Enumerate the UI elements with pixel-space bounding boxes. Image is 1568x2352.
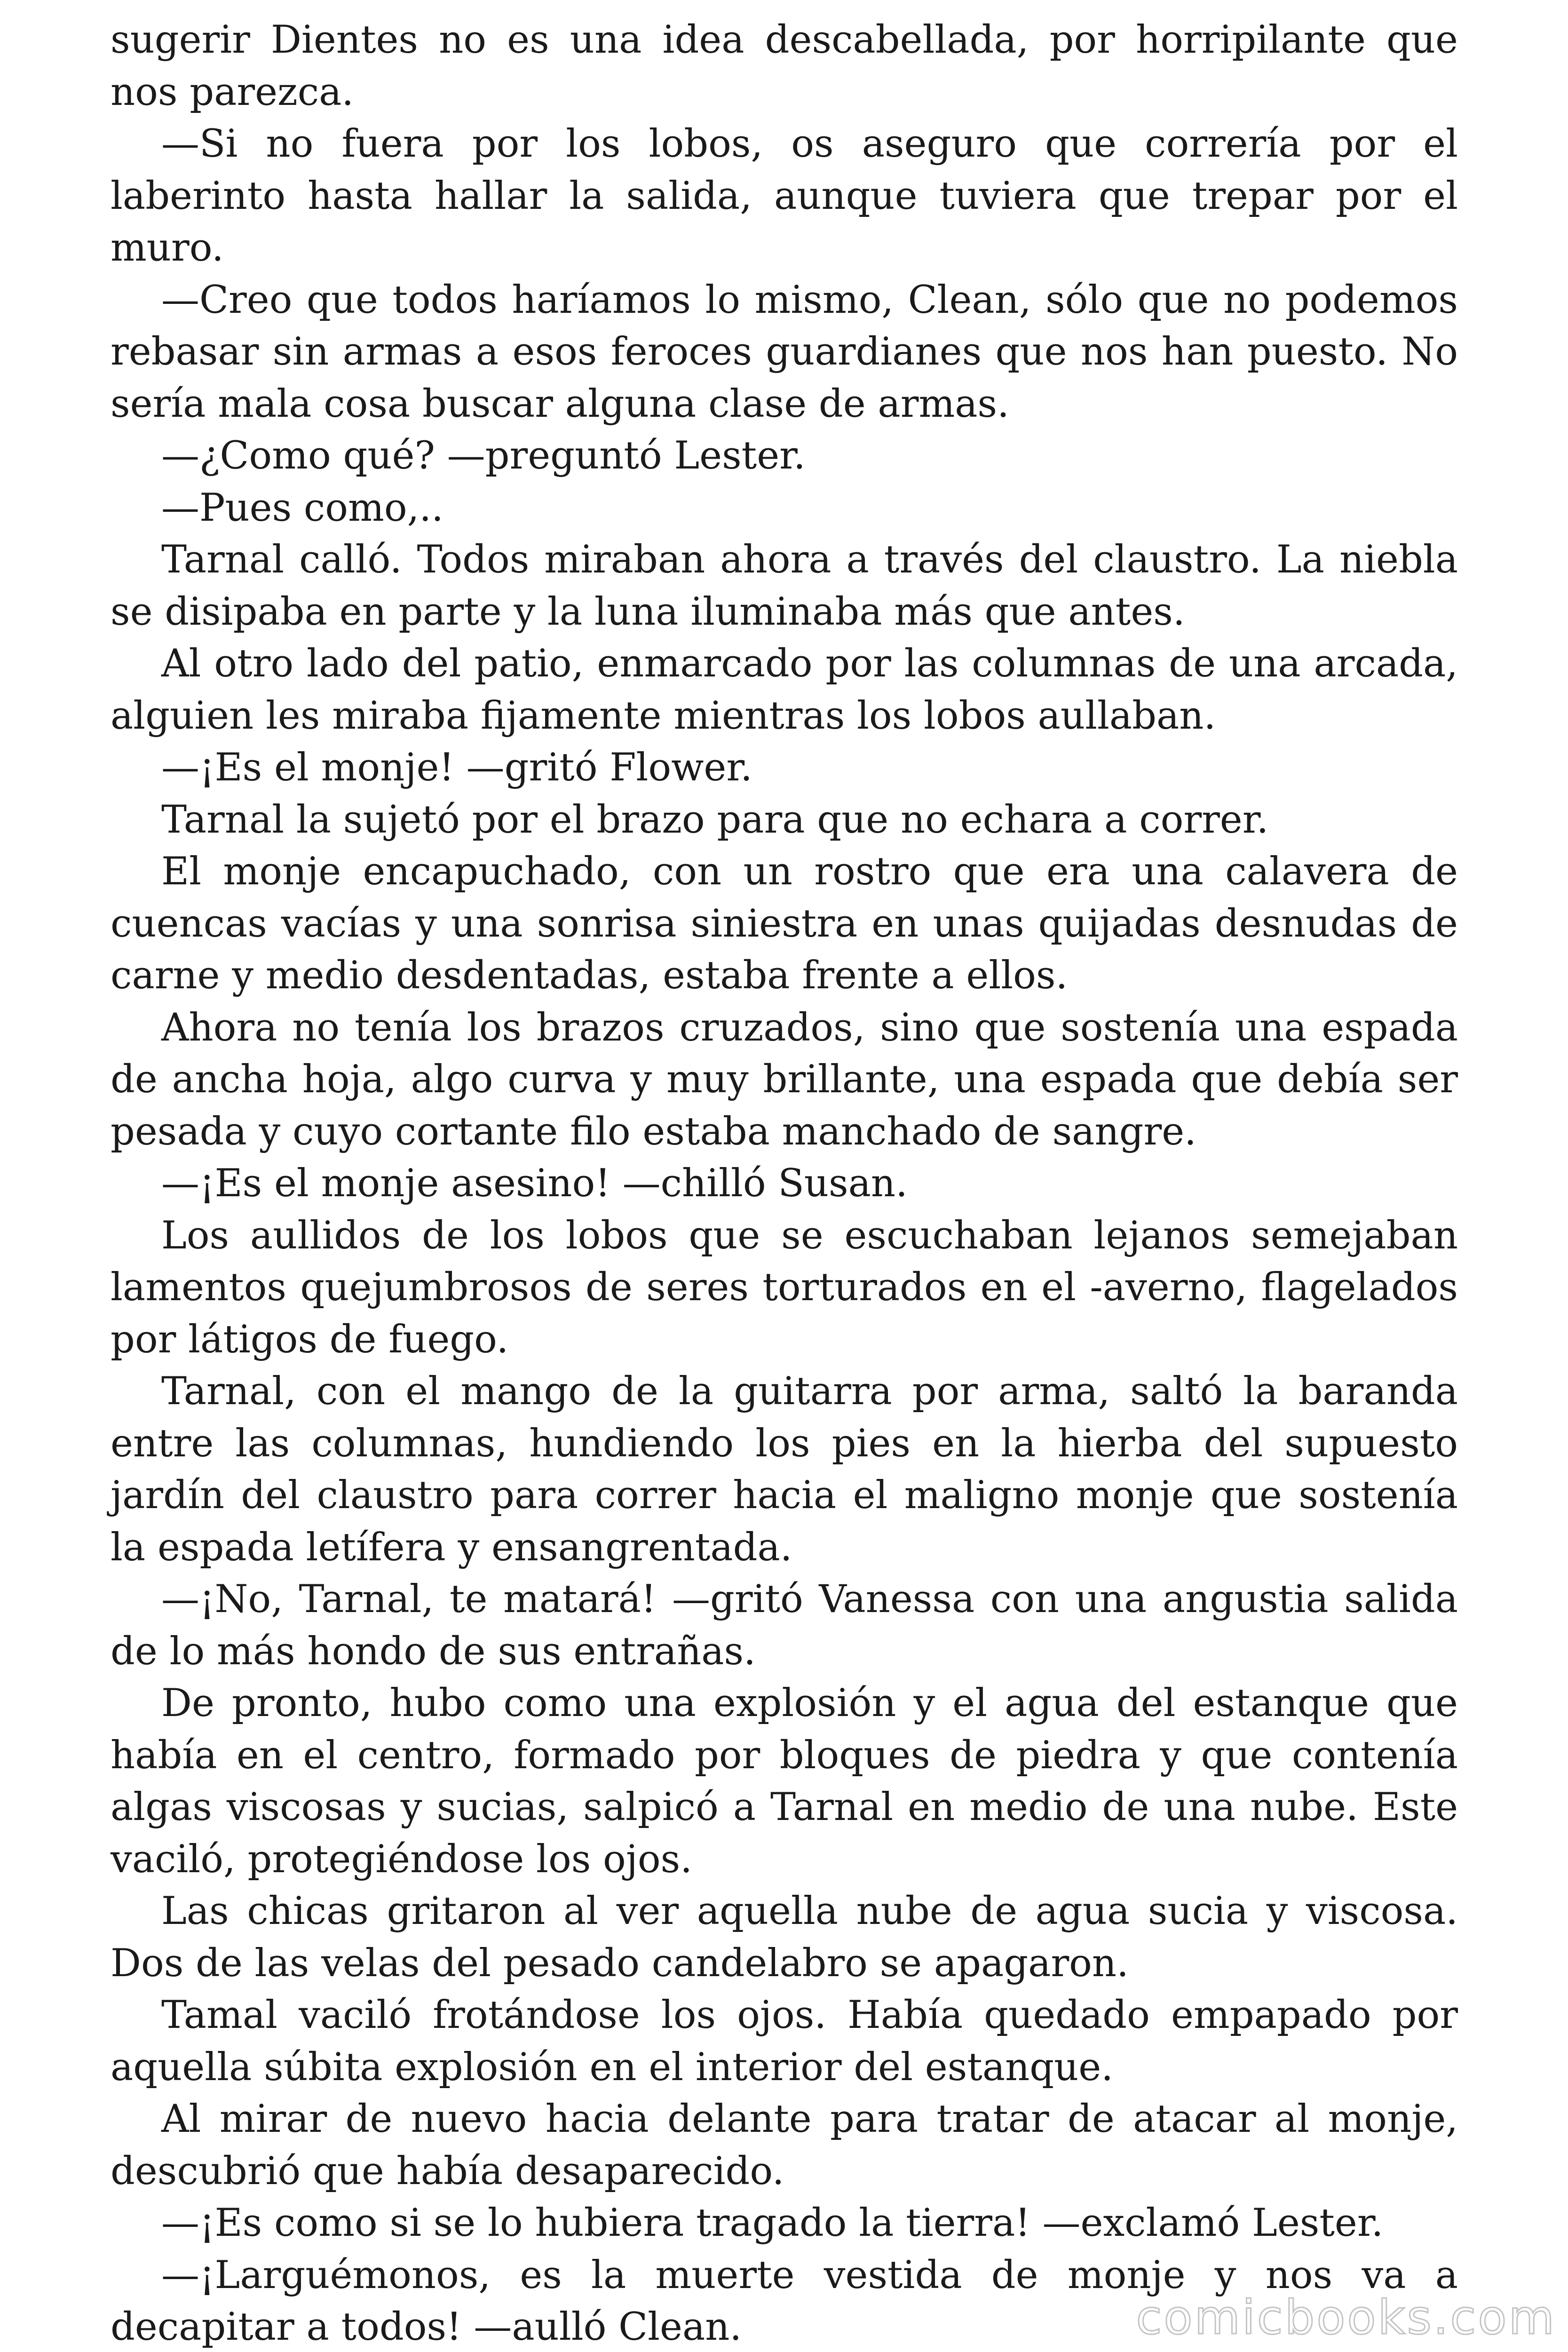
watermark-logo: comicbooks.com [1136, 2290, 1556, 2345]
paragraph: Tamal vaciló frotándose los ojos. Había quedado empapado por aquella súbita explosión en el interior del estanque. [111, 1993, 1458, 2090]
paragraph: —¡Es el monje asesino! —chilló Susan. [161, 1161, 908, 1206]
paragraph: —Pues como,.. [161, 485, 443, 530]
paragraph: —¡Larguémonos, es la muerte vestida de monje y nos va a decapitar a todos! —aulló Clean. [111, 2253, 1458, 2349]
paragraph: —Creo que todos haríamos lo mismo, Clean, sólo que no podemos rebasar sin armas a esos feroces guardianes que nos han puesto. No sería mala cosa buscar alguna clase de armas. [111, 278, 1458, 426]
paragraph: Tarnal la sujetó por el brazo para que no echara a correr. [161, 797, 1269, 842]
paragraph: —¿Como qué? —preguntó Lester. [161, 434, 806, 478]
paragraph: Los aullidos de los lobos que se escuchaban lejanos semejaban lamentos quejumbrosos de seres torturados en el -averno, flagelados por látigos de fuego. [111, 1213, 1458, 1362]
paragraph: Tarnal, con el mango de la guitarra por arma, saltó la baranda entre las columnas, hundiendo los pies en la hierba del supuesto jardín del claustro para correr hacia el maligno monje que sostenía la espada letífera y ensangrentada. [111, 1369, 1458, 1570]
paragraph: —¡Es como si se lo hubiera tragado la tierra! —exclamó Lester. [161, 2201, 1384, 2245]
paragraph: Ahora no tenía los brazos cruzados, sino que sostenía una espada de ancha hoja, algo curva y muy brillante, una espada que debía ser pesada y cuyo cortante filo estaba manchado de sangre. [111, 1005, 1458, 1154]
paragraph: Al mirar de nuevo hacia delante para tratar de atacar al monje, descubrió que había desaparecido. [111, 2097, 1458, 2193]
paragraph: sugerir Dientes no es una idea descabellada, por horripilante que nos parezca. [111, 18, 1458, 114]
paragraph: —¡Es el monje! —gritó Flower. [161, 746, 752, 790]
page-body-text [111, 14, 1458, 2352]
paragraph: —Si no fuera por los lobos, os aseguro que correría por el laberinto hasta hallar la salida, aunque tuviera que trepar por el muro. [111, 122, 1458, 270]
paragraph: Las chicas gritaron al ver aquella nube de agua sucia y viscosa. Dos de las velas del pesado candelabro se apagaron. [111, 1889, 1458, 1986]
paragraph: Tarnal calló. Todos miraban ahora a través del claustro. La niebla se disipaba en parte y la luna iluminaba más que antes. [111, 538, 1458, 634]
paragraph: De pronto, hubo como una explosión y el agua del estanque que había en el centro, formado por bloques de piedra y que contenía algas viscosas y sucias, salpicó a Tarnal en medio de una nube. Este vaciló, protegiéndose los ojos. [111, 1681, 1458, 1882]
paragraph: —¡No, Tarnal, te matará! —gritó Vanessa con una angustia salida de lo más hondo de sus entrañas. [111, 1577, 1458, 1674]
paragraph: El monje encapuchado, con un rostro que era una calavera de cuencas vacías y una sonrisa siniestra en unas quijadas desnudas de carne y medio desdentadas, estaba frente a ellos. [111, 850, 1458, 998]
paragraph: Al otro lado del patio, enmarcado por las columnas de una arcada, alguien les miraba fijamente mientras los lobos aullaban. [111, 642, 1458, 738]
